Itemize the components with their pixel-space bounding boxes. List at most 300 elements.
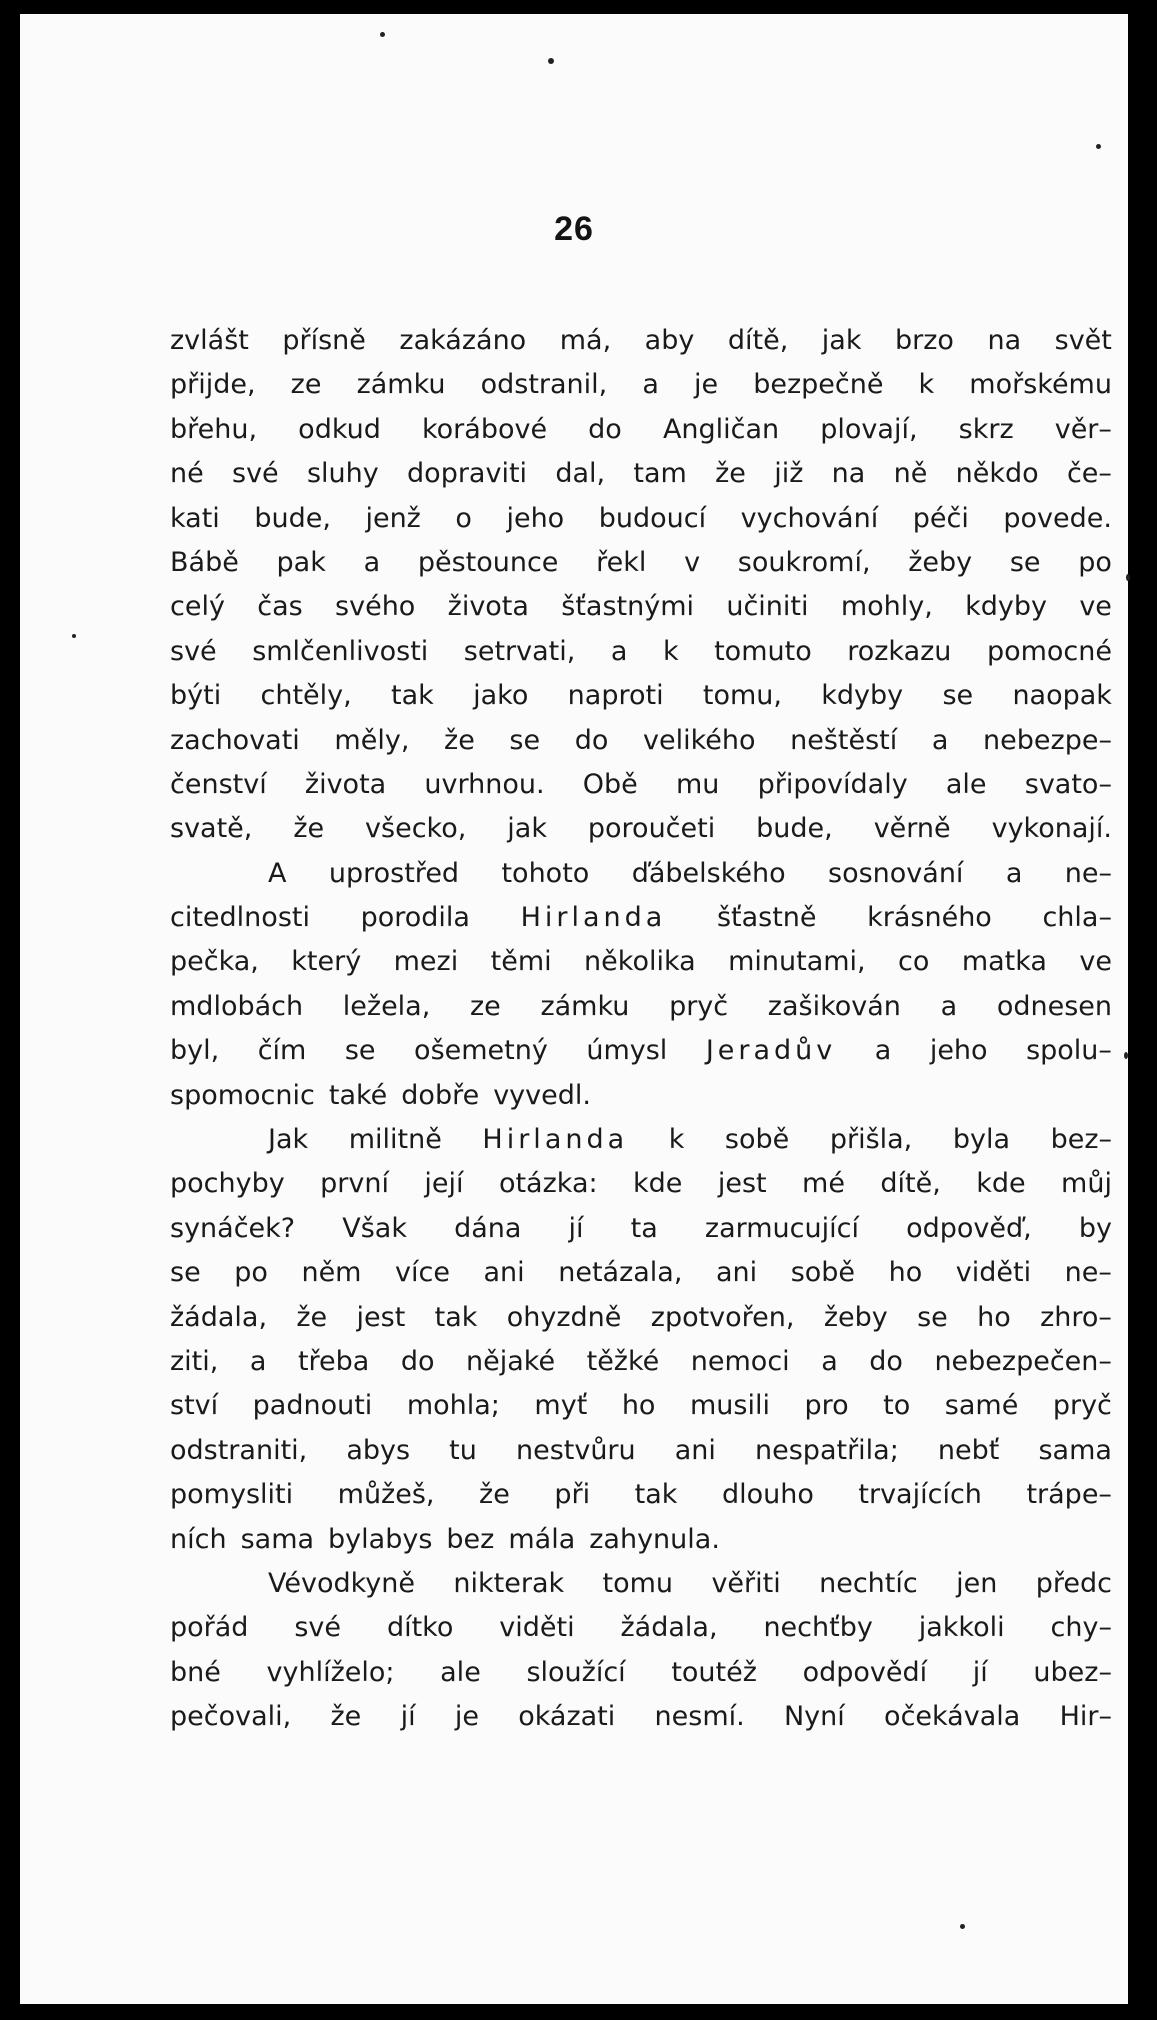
- word: ani: [483, 1257, 525, 1289]
- word: měly,: [334, 724, 410, 756]
- text-line: [170, 985, 1112, 1029]
- word: péči: [912, 502, 969, 534]
- word: abys: [346, 1434, 411, 1466]
- word: A: [268, 857, 287, 889]
- word: nespatřila;: [755, 1434, 899, 1466]
- word: nechťby: [763, 1612, 873, 1644]
- word: svatě,: [170, 813, 253, 845]
- paper-speck: [1126, 574, 1130, 581]
- word: pomocné: [986, 635, 1112, 667]
- word: neštěstí: [790, 724, 898, 756]
- text-line: [170, 896, 1112, 940]
- word: spomocnic: [170, 1079, 315, 1111]
- word: přísně: [282, 325, 366, 356]
- word: dítě,: [727, 325, 789, 356]
- word: pečovali,: [170, 1701, 292, 1733]
- word: ďábelského: [631, 857, 786, 889]
- word: soukromí,: [737, 546, 871, 578]
- word: pryč: [669, 990, 729, 1022]
- word: Hirlanda: [482, 1124, 629, 1156]
- word: se: [170, 1257, 201, 1289]
- word: odstranil,: [480, 369, 608, 401]
- text-line: [170, 719, 1112, 763]
- word: mé: [802, 1168, 845, 1200]
- word: na: [987, 325, 1022, 356]
- word: přijde,: [170, 369, 256, 401]
- word: vykonají.: [991, 813, 1112, 845]
- word: militně: [348, 1124, 442, 1156]
- word: viděti: [499, 1612, 575, 1644]
- word: pořád: [170, 1612, 249, 1644]
- word: mála: [508, 1523, 576, 1555]
- word: ležela,: [342, 990, 431, 1022]
- word: chtěly,: [260, 680, 352, 712]
- word: k: [918, 369, 935, 401]
- word: dítko: [386, 1612, 454, 1644]
- word: tomu,: [702, 680, 782, 712]
- word: byl,: [170, 1035, 220, 1067]
- word: očekávala: [884, 1701, 1021, 1733]
- word: nebezpečen–: [934, 1345, 1112, 1377]
- text-line: [170, 1695, 1112, 1739]
- word: né: [170, 458, 204, 490]
- text-line: [170, 1118, 1112, 1162]
- text-line: [170, 1296, 1112, 1340]
- word: ho: [888, 1257, 923, 1289]
- word: přišla,: [829, 1124, 913, 1156]
- text-line: [170, 1429, 1112, 1473]
- word: synáček?: [170, 1212, 296, 1244]
- word: připovídaly: [757, 768, 908, 800]
- word: odnesen: [996, 990, 1112, 1022]
- word: po: [1078, 546, 1112, 578]
- word: kdyby: [821, 680, 904, 712]
- word: řekl: [596, 546, 647, 578]
- word: svět: [1054, 325, 1112, 356]
- text-line: [170, 852, 1112, 896]
- word: dopraviti: [407, 458, 528, 490]
- word: svato–: [1024, 768, 1112, 800]
- word: zvlášt: [170, 325, 249, 356]
- word: zachovati: [170, 724, 300, 756]
- word: uprostřed: [328, 857, 460, 889]
- word: uvrhnou.: [424, 768, 545, 800]
- word: zhro–: [1040, 1301, 1112, 1333]
- word: jest: [717, 1168, 767, 1200]
- word: ne–: [1064, 1257, 1112, 1289]
- word: kde: [633, 1168, 683, 1200]
- word: tak: [634, 1479, 678, 1511]
- word: matka: [961, 946, 1047, 978]
- word: že: [293, 813, 325, 845]
- word: bez: [446, 1523, 495, 1555]
- word: setrvati,: [463, 635, 576, 667]
- word: do: [588, 413, 622, 445]
- word: sosnování: [828, 857, 964, 889]
- word: mohla;: [406, 1390, 500, 1422]
- word: na: [831, 458, 866, 490]
- word: mořskému: [969, 369, 1112, 401]
- word: nikterak: [453, 1567, 565, 1599]
- word: a: [931, 724, 949, 756]
- word: se: [942, 680, 974, 712]
- word: že: [479, 1479, 510, 1511]
- word: odpovědí: [802, 1656, 928, 1688]
- word: jakkoli: [918, 1612, 1005, 1644]
- word: naopak: [1012, 680, 1112, 712]
- word: byla: [952, 1124, 1010, 1156]
- word: padnouti: [252, 1390, 373, 1422]
- word: ve: [1079, 946, 1112, 978]
- word: kdyby: [965, 591, 1047, 623]
- word: kde: [976, 1168, 1026, 1200]
- word: jí: [568, 1212, 584, 1244]
- word: několika: [584, 946, 696, 978]
- word: je: [693, 369, 719, 401]
- text-line: [170, 1518, 1112, 1562]
- page-number: 26: [554, 210, 594, 248]
- paper-speck: [1124, 1052, 1128, 1059]
- word: korábové: [421, 413, 548, 445]
- word: jest: [356, 1301, 406, 1333]
- word: chla–: [1042, 902, 1112, 934]
- word: aby: [644, 325, 695, 356]
- word: sloužící: [526, 1656, 626, 1688]
- word: bude,: [756, 813, 833, 845]
- paragraph: [170, 319, 1112, 852]
- word: pěstounce: [417, 546, 559, 578]
- text-line: [170, 1162, 1112, 1206]
- word: vyvedl.: [493, 1079, 591, 1111]
- word: odstraniti,: [170, 1434, 308, 1466]
- word: ve: [1079, 591, 1112, 623]
- word: velikého: [643, 724, 756, 756]
- word: brzo: [895, 325, 954, 356]
- word: a: [821, 1345, 838, 1377]
- word: zakázáno: [399, 325, 527, 356]
- word: zahynula.: [589, 1523, 720, 1555]
- word: zpotvořen,: [650, 1301, 795, 1333]
- word: úmysl: [586, 1035, 668, 1067]
- word: odpověď,: [906, 1212, 1032, 1244]
- word: žeby: [823, 1301, 888, 1333]
- word: bude,: [254, 502, 331, 534]
- word: že: [330, 1701, 362, 1733]
- word: Nyní: [783, 1701, 845, 1733]
- word: pochyby: [170, 1168, 285, 1200]
- word: minutami,: [728, 946, 866, 978]
- word: ale: [945, 768, 987, 800]
- word: jeho: [506, 502, 565, 534]
- word: věr–: [1054, 413, 1112, 445]
- word: nebť: [937, 1434, 1000, 1466]
- paragraph: [170, 1118, 1112, 1562]
- word: bné: [170, 1656, 221, 1688]
- word: své: [294, 1612, 342, 1644]
- word: ho: [977, 1301, 1011, 1333]
- word: sluhy: [306, 458, 379, 490]
- text-line: [170, 1473, 1112, 1517]
- word: Jak: [268, 1124, 309, 1156]
- word: žeby: [908, 546, 973, 578]
- paragraph: [170, 852, 1112, 1118]
- word: se: [917, 1301, 948, 1333]
- word: a: [1005, 857, 1023, 889]
- word: života: [304, 768, 387, 800]
- text-line: [170, 319, 1112, 363]
- word: dána: [454, 1212, 522, 1244]
- word: Angličan: [662, 413, 780, 445]
- word: své: [232, 458, 279, 490]
- word: zámku: [356, 369, 446, 401]
- word: ani: [674, 1434, 716, 1466]
- word: samé: [944, 1390, 1019, 1422]
- text-line: [170, 630, 1112, 674]
- text-line: [170, 1562, 1112, 1606]
- word: břehu,: [170, 413, 258, 445]
- word: odkud: [298, 413, 381, 445]
- word: ze: [290, 369, 322, 401]
- text-line: [170, 1651, 1112, 1695]
- word: kati: [170, 502, 220, 534]
- word: do: [400, 1345, 435, 1377]
- word: ně: [893, 458, 928, 490]
- word: že: [296, 1301, 328, 1333]
- word: a: [874, 1035, 892, 1067]
- word: věřiti: [711, 1567, 781, 1599]
- word: myť: [534, 1390, 588, 1422]
- word: Hirlanda: [520, 902, 667, 934]
- word: ství: [170, 1390, 219, 1422]
- word: v: [684, 546, 701, 578]
- word: sama: [240, 1523, 315, 1555]
- word: a: [363, 546, 381, 578]
- word: předc: [1035, 1567, 1112, 1599]
- word: učiniti: [726, 591, 809, 623]
- word: toutéž: [671, 1656, 757, 1688]
- text-line: [170, 363, 1112, 407]
- word: tak: [391, 680, 434, 712]
- word: všecko,: [365, 813, 467, 845]
- word: těžké: [586, 1345, 660, 1377]
- word: těmi: [490, 946, 552, 978]
- word: první: [320, 1168, 389, 1200]
- text-line: [170, 1251, 1112, 1295]
- word: dal,: [555, 458, 606, 490]
- word: žádala,: [620, 1612, 718, 1644]
- text-line: [170, 1340, 1112, 1384]
- word: ani: [715, 1257, 758, 1289]
- word: vychování: [740, 502, 879, 534]
- word: Obě: [582, 768, 638, 800]
- word: čím: [257, 1035, 307, 1067]
- paper-speck: [548, 58, 554, 64]
- word: naproti: [567, 680, 664, 712]
- word: a: [940, 990, 958, 1022]
- word: že: [444, 724, 475, 756]
- word: tak: [434, 1301, 478, 1333]
- word: jen: [956, 1567, 998, 1599]
- paragraph: [170, 1562, 1112, 1740]
- book-page: [20, 14, 1128, 2004]
- word: svého: [335, 591, 416, 623]
- word: tu: [449, 1434, 477, 1466]
- text-line: [170, 585, 1112, 629]
- word: trvajících: [858, 1479, 982, 1511]
- text-line: [170, 408, 1112, 452]
- word: čenství: [170, 768, 267, 800]
- text-line: [170, 1029, 1112, 1073]
- word: ne–: [1064, 857, 1112, 889]
- word: také: [328, 1079, 388, 1111]
- word: který: [291, 946, 362, 978]
- word: se: [1009, 546, 1041, 578]
- word: mohly,: [840, 591, 933, 623]
- word: Jeradův: [705, 1035, 837, 1067]
- word: če–: [1066, 458, 1112, 490]
- word: bezpečně: [753, 369, 884, 401]
- word: zašikován: [767, 990, 901, 1022]
- word: že: [715, 458, 746, 490]
- word: a: [249, 1345, 267, 1377]
- word: k: [668, 1124, 685, 1156]
- text-line: [170, 763, 1112, 807]
- word: ale: [440, 1656, 481, 1688]
- word: pro: [804, 1390, 849, 1422]
- text-line: [170, 1384, 1112, 1428]
- word: citedlnosti: [170, 902, 310, 934]
- word: by: [1078, 1212, 1112, 1244]
- word: krásného: [867, 902, 992, 934]
- word: má,: [559, 325, 612, 356]
- word: býti: [170, 680, 222, 712]
- text-line: [170, 452, 1112, 496]
- word: otázka:: [498, 1168, 598, 1200]
- word: po: [234, 1257, 268, 1289]
- word: sobě: [790, 1257, 856, 1289]
- word: ziti,: [170, 1345, 219, 1377]
- word: ohyzdně: [506, 1301, 622, 1333]
- word: nechtíc: [819, 1567, 918, 1599]
- word: pak: [276, 546, 326, 578]
- word: plovají,: [820, 413, 918, 445]
- word: věrně: [873, 813, 951, 845]
- word: její: [424, 1168, 464, 1200]
- word: mezi: [393, 946, 459, 978]
- word: ho: [621, 1390, 656, 1422]
- word: zarmucující: [704, 1212, 859, 1244]
- word: Bábě: [170, 546, 239, 578]
- word: můžeš,: [337, 1479, 435, 1511]
- text-line: [170, 1606, 1112, 1650]
- word: bylabys: [328, 1523, 433, 1555]
- text-line: [170, 1074, 1112, 1118]
- word: co: [898, 946, 930, 978]
- text-line: [170, 940, 1112, 984]
- word: třeba: [297, 1345, 370, 1377]
- word: jako: [473, 680, 529, 712]
- word: smlčenlivosti: [252, 635, 429, 667]
- word: do: [574, 724, 609, 756]
- word: dobře: [401, 1079, 480, 1111]
- word: jeho: [929, 1035, 988, 1067]
- word: spolu–: [1026, 1035, 1112, 1067]
- text-line: [170, 807, 1112, 851]
- word: rozkazu: [847, 635, 952, 667]
- word: viděti: [955, 1257, 1032, 1289]
- word: budoucí: [598, 502, 707, 534]
- word: nemoci: [690, 1345, 790, 1377]
- word: čas: [257, 591, 303, 623]
- text-line: [170, 541, 1112, 585]
- word: své: [170, 635, 217, 667]
- word: více: [395, 1257, 450, 1289]
- text-line: [170, 497, 1112, 541]
- word: tam: [633, 458, 687, 490]
- word: trápe–: [1026, 1479, 1112, 1511]
- word: do: [869, 1345, 903, 1377]
- word: šťastně: [716, 902, 817, 934]
- word: povede.: [1003, 502, 1112, 534]
- word: tomuto: [714, 635, 812, 667]
- word: pomysliti: [170, 1479, 294, 1511]
- word: Hir–: [1059, 1701, 1112, 1733]
- word: života: [447, 591, 529, 623]
- word: zámku: [540, 990, 630, 1022]
- word: jí: [972, 1656, 988, 1688]
- word: jak: [821, 325, 862, 356]
- word: tomu: [602, 1567, 674, 1599]
- word: poroučeti: [587, 813, 716, 845]
- word: šťastnými: [561, 591, 695, 623]
- word: můj: [1061, 1168, 1112, 1200]
- word: již: [774, 458, 804, 490]
- word: to: [883, 1390, 911, 1422]
- word: vyhlíželo;: [266, 1656, 395, 1688]
- word: ubez–: [1033, 1656, 1112, 1688]
- paper-speck: [960, 1924, 965, 1929]
- word: musili: [689, 1390, 770, 1422]
- word: je: [454, 1701, 479, 1733]
- word: tohoto: [501, 857, 590, 889]
- word: k: [662, 635, 679, 667]
- word: pečka,: [170, 946, 259, 978]
- word: okázati: [518, 1701, 616, 1733]
- paper-speck: [380, 32, 385, 37]
- word: Však: [342, 1212, 407, 1244]
- word: mdlobách: [170, 990, 304, 1022]
- word: žádala,: [170, 1301, 268, 1333]
- word: chy–: [1050, 1612, 1112, 1644]
- paper-speck: [72, 634, 76, 638]
- word: skrz: [958, 413, 1014, 445]
- word: sama: [1038, 1434, 1112, 1466]
- body-text: [170, 319, 1112, 1740]
- word: dlouho: [721, 1479, 814, 1511]
- word: se: [344, 1035, 376, 1067]
- word: a: [642, 369, 659, 401]
- word: nějaké: [466, 1345, 556, 1377]
- word: jak: [507, 813, 547, 845]
- word: mu: [676, 768, 720, 800]
- word: ta: [630, 1212, 658, 1244]
- word: celý: [170, 591, 225, 623]
- word: bez–: [1050, 1124, 1112, 1156]
- word: jenž: [365, 502, 421, 534]
- text-line: [170, 674, 1112, 718]
- word: pryč: [1052, 1390, 1112, 1422]
- word: Vévodkyně: [268, 1567, 415, 1599]
